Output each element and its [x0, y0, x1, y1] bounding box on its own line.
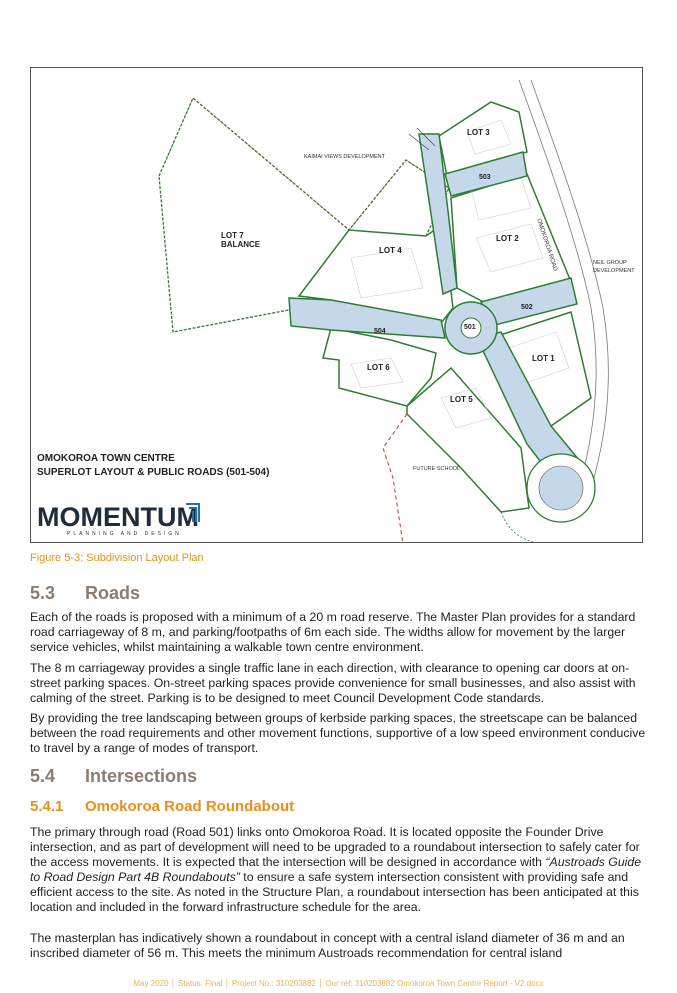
section-title: Intersections — [85, 766, 198, 786]
section-number: 5.4.1 — [30, 798, 64, 815]
road-502-label: 502 — [521, 304, 533, 311]
lot6-label: LOT 6 — [367, 363, 390, 372]
kaimai-views-label: KAIMAI VIEWS DEVELOPMENT — [304, 154, 385, 160]
neil-group-label-1: NEIL GROUP — [593, 260, 627, 266]
lot7-sub-label: BALANCE — [221, 240, 261, 249]
austroads-reference: “Austroads Guide to Road Design Part 4B Roundabouts” — [30, 855, 642, 884]
roads-paragraph-3: By providing the tree landscaping between groups of kerbside parking spaces, the streetscape can be balanced between the road requirements and other movement functions, supportive of a low speed environment conducive to travel by a range of modes of transport. — [30, 711, 646, 755]
section-number: 5.4 — [30, 766, 56, 786]
future-school-boundary — [383, 414, 407, 543]
road-501-label: 501 — [464, 324, 476, 331]
section-title: Omokoroa Road Roundabout — [85, 798, 295, 815]
section-number: 5.3 — [30, 583, 56, 603]
momentum-logo — [37, 504, 199, 537]
lot3-label: LOT 3 — [467, 128, 490, 137]
figure-title-line1: OMOKOROA TOWN CENTRE — [37, 453, 175, 464]
road-504-label: 504 — [374, 328, 386, 335]
section-5-4-1-heading — [30, 798, 294, 815]
section-5-4-heading — [30, 766, 197, 787]
omokoroa-road-label: OMOKOROA ROAD — [535, 218, 558, 272]
roads-paragraph-2: The 8 m carriageway provides a single traffic lane in each direction, with clearance to opening car doors at on-street parking spaces. On-street parking spaces provide convenience for small businesses, and also assist with calming of the street. Parking is to be designed to meet Council Development Code standards. — [30, 661, 636, 705]
lot5-label: LOT 5 — [450, 395, 473, 404]
paragraph-text: The primary through road (Road 501) links onto Omokoroa Road. It is located opposite the Founder Drive intersection, and as part of development will need to be upgraded to a roundabout intersection to safely cater for the access movements. It is expected that the intersection will be designed in accordance with — [30, 825, 640, 869]
paragraph-text: to ensure a safe system intersection consistent with providing safe and efficient access to the site. As noted in the Structure Plan, a roundabout intersection has been anticipated at this location and included in the forward infrastructure schedule for the area. — [30, 870, 639, 914]
logo-tagline: PLANNING AND DESIGN — [67, 531, 182, 537]
logo-wordmark: MOMENTUM — [37, 502, 199, 532]
section-5-3-heading — [30, 583, 140, 604]
subdivision-layout-figure — [30, 67, 643, 543]
figure-caption: Figure 5-3: Subdivision Layout Plan — [30, 552, 204, 564]
roundabout-paragraph-1 — [30, 825, 647, 915]
lot7-label: LOT 7 — [221, 231, 244, 240]
section-title: Roads — [85, 583, 141, 603]
roads-paragraph-1: Each of the roads is proposed with a minimum of a 20 m road reserve. The Master Plan provides for a standard road carriageway of 8 m, and parking/footpaths of 6m each side. The widths allow for movement by the larger service vehicles, whilst maintaining a walkable town centre environment. — [30, 610, 636, 654]
page-footer: May 2020 │ Status: Final │ Project No.: 310203882 │ Our ref: 310203882 Omokoroa Town Centre Report - V2.docx — [133, 979, 544, 988]
roundabout-paragraph-2: The masterplan has indicatively shown a roundabout in concept with a central island diameter of 36 m and an inscribed diameter of 56 m. This meets the minimum Austroads recommendation for central island — [30, 931, 625, 960]
road-503-label: 503 — [479, 174, 491, 181]
future-school-label: FUTURE SCHOOL — [413, 466, 461, 472]
lot4-label: LOT 4 — [379, 246, 402, 255]
lot1-label: LOT 1 — [532, 354, 555, 363]
logo-mark-icon — [185, 502, 201, 524]
lot2-label: LOT 2 — [496, 234, 519, 243]
neil-group-label-2: DEVELOPMENT — [593, 268, 635, 274]
figure-title-line2: SUPERLOT LAYOUT & PUBLIC ROADS (501-504) — [37, 467, 270, 478]
